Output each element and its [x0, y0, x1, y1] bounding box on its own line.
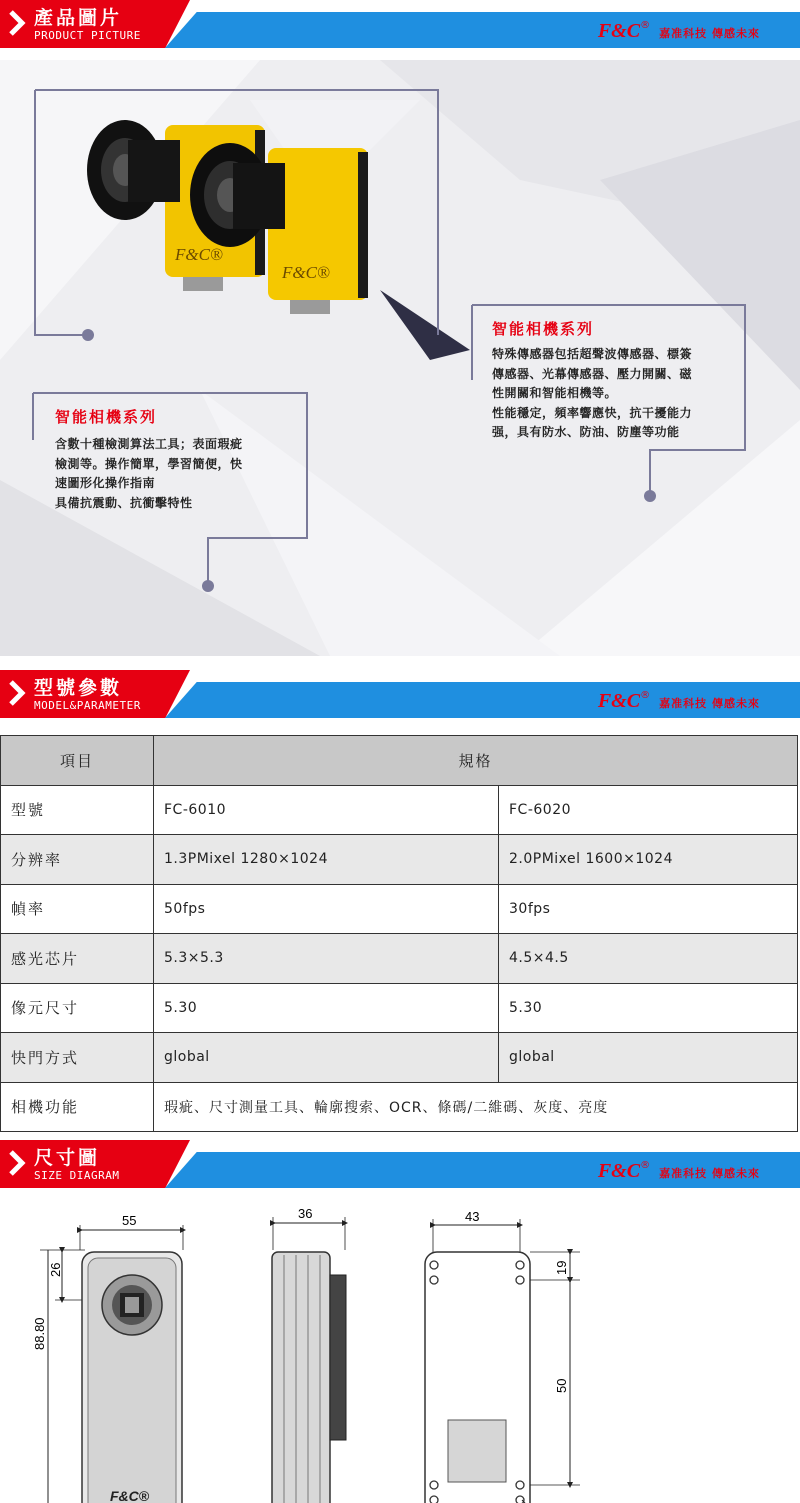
dim-front-height: 88.80 [32, 1317, 47, 1350]
callout-right-line: 性開關和智能相機等。 [492, 386, 618, 400]
brand-reg: ® [640, 20, 651, 31]
section-subtitle: MODEL&PARAMETER [34, 699, 141, 712]
callout-right-title: 智能相機系列 [492, 320, 595, 338]
product-picture-banner [0, 0, 800, 52]
callout-left-line: 含數十種檢測算法工具；表面瑕疵 [55, 437, 243, 451]
row-value-a: 5.30 [154, 983, 499, 1033]
row-value-b: global [499, 1033, 798, 1083]
table-row [1, 835, 798, 885]
chevron-right-icon [7, 1150, 29, 1176]
callout-left-title: 智能相機系列 [55, 408, 158, 426]
dim-front-offset: 26 [48, 1262, 63, 1277]
callout-left-line: 具備抗震動、抗衝擊特性 [55, 495, 193, 510]
dimension-drawings [0, 1195, 800, 1503]
table-row [1, 1033, 798, 1083]
brand-slogan: 嘉准科技 傳感未來 [659, 1167, 760, 1180]
row-value-b: 5.30 [499, 983, 798, 1033]
chevron-right-icon [7, 680, 29, 706]
callout-left-line: 速圖形化操作指南 [55, 476, 156, 490]
row-value-a: 1.3PMixel 1280×1024 [154, 835, 499, 885]
brand-logo [540, 20, 760, 44]
brand-reg: ® [640, 1160, 651, 1171]
dim-back-spacing: 50 [554, 1378, 569, 1393]
row-value-a: global [154, 1033, 499, 1083]
table-row [1, 934, 798, 984]
camera-logo: F&C® [282, 263, 330, 282]
dim-back-width: 43 [465, 1209, 480, 1224]
front-logo: F&C® [110, 1488, 150, 1503]
dim-front-width: 55 [122, 1213, 137, 1228]
section-subtitle: SIZE DIAGRAM [34, 1169, 120, 1182]
row-value-a: FC-6010 [154, 785, 499, 835]
table-row [1, 884, 798, 934]
row-label: 快門方式 [1, 1033, 154, 1083]
row-label: 分辨率 [1, 835, 154, 885]
front-view [32, 1213, 183, 1503]
callout-right-line: 性能穩定，頻率響應快，抗干擾能力 [492, 405, 693, 420]
callout-right [492, 318, 742, 443]
callout-right-line: 特殊傳感器包括超聲波傳感器、標簽 [492, 347, 693, 361]
header-item: 項目 [1, 736, 154, 786]
row-label: 相機功能 [1, 1082, 154, 1132]
spec-table [0, 735, 798, 1132]
size-diagram-banner [0, 1140, 800, 1192]
row-label: 像元尺寸 [1, 983, 154, 1033]
dim-side-top: 36 [298, 1206, 313, 1221]
section-title: 尺寸圖 [34, 1147, 101, 1169]
chevron-right-icon [7, 10, 29, 36]
callout-left-line: 檢測等。操作簡單，學習簡便，快 [55, 456, 243, 471]
brand-mark: F&C [597, 1160, 641, 1182]
dim-back-offset: 19 [554, 1260, 569, 1275]
brand-logo [540, 1160, 760, 1184]
row-value-a: 5.3×5.3 [154, 934, 499, 984]
callout-right-line: 强，具有防水、防油、防塵等功能 [492, 425, 680, 439]
row-value-b: 2.0PMixel 1600×1024 [499, 835, 798, 885]
side-view [272, 1206, 346, 1503]
row-value-b: 4.5×4.5 [499, 934, 798, 984]
section-title: 型號參數 [34, 677, 123, 699]
header-spec: 規格 [154, 736, 798, 786]
back-view [425, 1209, 595, 1503]
camera-logo: F&C® [175, 245, 223, 264]
row-label: 感光芯片 [1, 934, 154, 984]
brand-reg: ® [640, 690, 651, 701]
row-label: 幀率 [1, 884, 154, 934]
table-row [1, 785, 798, 835]
row-label: 型號 [1, 785, 154, 835]
brand-slogan: 嘉准科技 傳感未來 [659, 27, 760, 40]
row-value-b: FC-6020 [499, 785, 798, 835]
brand-mark: F&C [597, 20, 641, 42]
callout-left [55, 406, 303, 513]
table-row [1, 983, 798, 1033]
model-parameter-banner [0, 670, 800, 722]
callout-right-line: 傳感器、光幕傳感器、壓力開關、磁 [492, 366, 693, 381]
table-header-row [1, 736, 798, 786]
row-value-b: 30fps [499, 884, 798, 934]
brand-slogan: 嘉准科技 傳感未來 [659, 697, 760, 710]
product-hero [0, 60, 800, 656]
section-title: 產品圖片 [34, 7, 123, 29]
table-row [1, 1082, 798, 1132]
section-subtitle: PRODUCT PICTURE [34, 29, 141, 42]
brand-mark: F&C [597, 690, 641, 712]
brand-logo [540, 690, 760, 714]
row-value-a: 50fps [154, 884, 499, 934]
row-value-functions: 瑕疵、尺寸測量工具、輪廓搜索、OCR、條碼/二維碼、灰度、亮度 [154, 1082, 798, 1132]
